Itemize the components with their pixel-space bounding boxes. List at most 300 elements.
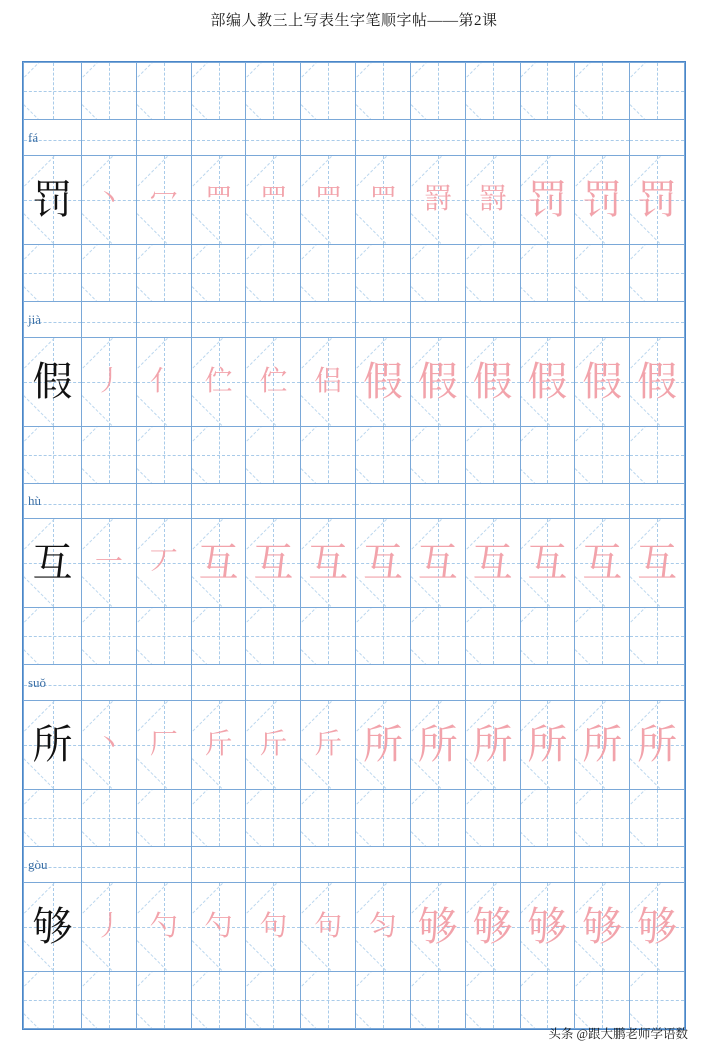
pinyin-baseline <box>575 685 629 686</box>
pinyin-blank-cell[interactable] <box>410 120 465 156</box>
pinyin-blank-cell[interactable] <box>301 665 356 701</box>
cell-diagonal-guides <box>137 245 191 301</box>
spacer-cell[interactable] <box>575 608 630 665</box>
stroke-order-cell[interactable] <box>410 155 465 244</box>
stroke-step-glyph: 伫 <box>259 365 288 397</box>
spacer-cell[interactable] <box>301 63 356 120</box>
pinyin-baseline <box>192 504 246 505</box>
spacer-cell[interactable] <box>136 426 191 483</box>
pinyin-baseline <box>246 867 300 868</box>
cell-guides <box>137 245 191 301</box>
spacer-cell[interactable] <box>630 63 685 120</box>
spacer-cell[interactable] <box>520 790 575 847</box>
stroke-step-glyph: 丶 <box>94 183 123 215</box>
pinyin-blank-cell[interactable] <box>520 483 575 519</box>
spacer-cell[interactable] <box>246 244 301 301</box>
pinyin-blank-cell[interactable] <box>575 301 630 337</box>
trace-character-glyph: 假 <box>582 358 623 404</box>
cell-guides <box>356 790 410 846</box>
cell-diagonal-guides <box>356 427 410 483</box>
spacer-cell[interactable] <box>410 608 465 665</box>
pinyin-blank-cell[interactable] <box>575 847 630 883</box>
trace-character-glyph: 互 <box>527 540 568 586</box>
stroke-step-glyph: 亻 <box>149 365 178 397</box>
spacer-cell[interactable] <box>630 426 685 483</box>
cell-diagonal-guides <box>630 790 684 846</box>
cell-guides <box>575 427 629 483</box>
cell-diagonal-guides <box>301 427 355 483</box>
spacer-cell[interactable] <box>82 971 137 1028</box>
pinyin-label: fá <box>28 129 39 145</box>
stroke-order-cell[interactable] <box>301 701 356 790</box>
character-cell[interactable] <box>24 337 82 426</box>
pinyin-blank-cell[interactable] <box>465 301 520 337</box>
spacer-cell[interactable] <box>575 63 630 120</box>
pinyin-label: suǒ <box>28 675 47 691</box>
pinyin-blank-cell[interactable] <box>356 847 411 883</box>
pinyin-blank-cell[interactable] <box>136 120 191 156</box>
stroke-order-cell[interactable] <box>301 519 356 608</box>
cell-diagonal-guides <box>82 427 136 483</box>
cell-guides <box>630 608 684 664</box>
character-cell[interactable] <box>24 155 82 244</box>
pinyin-baseline <box>466 140 520 141</box>
stroke-order-cell[interactable] <box>520 882 575 971</box>
pinyin-blank-cell[interactable] <box>575 483 630 519</box>
stroke-order-cell[interactable] <box>301 337 356 426</box>
stroke-order-cell[interactable] <box>520 337 575 426</box>
pinyin-cell[interactable] <box>24 483 82 519</box>
pinyin-blank-cell[interactable] <box>246 847 301 883</box>
pinyin-blank-cell[interactable] <box>301 301 356 337</box>
pinyin-baseline <box>246 140 300 141</box>
spacer-cell[interactable] <box>465 63 520 120</box>
pinyin-baseline <box>246 504 300 505</box>
pinyin-blank-cell[interactable] <box>465 120 520 156</box>
pinyin-blank-cell[interactable] <box>191 483 246 519</box>
stroke-order-cell[interactable] <box>82 155 137 244</box>
pinyin-cell[interactable] <box>24 120 82 156</box>
pinyin-row <box>24 665 685 701</box>
cell-diagonal-guides <box>521 245 575 301</box>
spacer-cell[interactable] <box>410 426 465 483</box>
spacer-cell[interactable] <box>575 971 630 1028</box>
spacer-cell[interactable] <box>24 971 82 1028</box>
pinyin-baseline <box>521 867 575 868</box>
cell-guides <box>82 790 136 846</box>
pinyin-blank-cell[interactable] <box>246 301 301 337</box>
pinyin-cell[interactable] <box>24 301 82 337</box>
stroke-order-cell[interactable] <box>246 155 301 244</box>
pinyin-blank-cell[interactable] <box>356 120 411 156</box>
pinyin-baseline <box>521 322 575 323</box>
spacer-cell[interactable] <box>465 244 520 301</box>
stroke-order-cell[interactable] <box>630 155 685 244</box>
spacer-cell[interactable] <box>24 63 82 120</box>
pinyin-baseline <box>630 504 684 505</box>
spacer-cell[interactable] <box>136 244 191 301</box>
spacer-cell[interactable] <box>136 608 191 665</box>
spacer-cell[interactable] <box>356 608 411 665</box>
cell-guides <box>521 245 575 301</box>
stroke-order-cell[interactable] <box>301 882 356 971</box>
cell-guides <box>24 608 81 664</box>
stroke-order-cell[interactable] <box>410 519 465 608</box>
stroke-order-cell[interactable] <box>246 337 301 426</box>
pinyin-blank-cell[interactable] <box>410 301 465 337</box>
cell-guides <box>246 427 300 483</box>
character-glyph: 罚 <box>32 176 73 222</box>
cell-guides <box>466 608 520 664</box>
spacer-cell[interactable] <box>301 790 356 847</box>
stroke-order-cell[interactable] <box>520 155 575 244</box>
stroke-order-cell[interactable] <box>630 701 685 790</box>
pinyin-blank-cell[interactable] <box>82 483 137 519</box>
pinyin-baseline <box>192 140 246 141</box>
stroke-order-cell[interactable] <box>575 882 630 971</box>
pinyin-blank-cell[interactable] <box>246 120 301 156</box>
pinyin-blank-cell[interactable] <box>246 483 301 519</box>
pinyin-baseline <box>137 867 191 868</box>
spacer-cell[interactable] <box>520 244 575 301</box>
spacer-cell[interactable] <box>82 244 137 301</box>
pinyin-blank-cell[interactable] <box>630 120 685 156</box>
spacer-cell[interactable] <box>246 971 301 1028</box>
spacer-cell[interactable] <box>575 426 630 483</box>
pinyin-blank-cell[interactable] <box>301 847 356 883</box>
spacer-cell[interactable] <box>246 426 301 483</box>
cell-diagonal-guides <box>521 972 575 1028</box>
stroke-order-cell[interactable] <box>410 701 465 790</box>
trace-character-glyph: 罚 <box>527 176 568 222</box>
stroke-order-cell[interactable] <box>356 701 411 790</box>
spacer-cell[interactable] <box>356 790 411 847</box>
pinyin-blank-cell[interactable] <box>356 665 411 701</box>
pinyin-label: jià <box>28 311 41 327</box>
stroke-order-cell[interactable] <box>191 882 246 971</box>
stroke-order-cell[interactable] <box>410 337 465 426</box>
cell-guides <box>521 63 575 119</box>
pinyin-blank-cell[interactable] <box>191 301 246 337</box>
spacer-row <box>24 426 685 483</box>
pinyin-blank-cell[interactable] <box>630 665 685 701</box>
cell-diagonal-guides <box>301 245 355 301</box>
spacer-cell[interactable] <box>82 426 137 483</box>
spacer-cell[interactable] <box>191 63 246 120</box>
pinyin-baseline <box>137 322 191 323</box>
cell-diagonal-guides <box>192 608 246 664</box>
pinyin-blank-cell[interactable] <box>630 483 685 519</box>
stroke-step-glyph: 斤 <box>204 729 233 761</box>
spacer-cell[interactable] <box>301 426 356 483</box>
stroke-order-cell[interactable] <box>191 519 246 608</box>
trace-character-glyph: 所 <box>527 722 568 768</box>
stroke-order-cell[interactable] <box>465 155 520 244</box>
stroke-step-glyph: 斤 <box>259 729 288 761</box>
pinyin-blank-cell[interactable] <box>82 301 137 337</box>
cell-diagonal-guides <box>466 427 520 483</box>
spacer-cell[interactable] <box>356 426 411 483</box>
spacer-cell[interactable] <box>575 244 630 301</box>
cell-guides <box>575 972 629 1028</box>
stroke-step-glyph: 罸 <box>478 183 507 215</box>
pinyin-baseline <box>356 867 410 868</box>
pinyin-blank-cell[interactable] <box>465 847 520 883</box>
spacer-cell[interactable] <box>520 63 575 120</box>
pinyin-blank-cell[interactable] <box>82 120 137 156</box>
spacer-cell[interactable] <box>301 971 356 1028</box>
spacer-cell[interactable] <box>136 971 191 1028</box>
pinyin-blank-cell[interactable] <box>356 483 411 519</box>
pinyin-blank-cell[interactable] <box>191 847 246 883</box>
stroke-order-cell[interactable] <box>136 519 191 608</box>
spacer-cell[interactable] <box>410 244 465 301</box>
cell-diagonal-guides <box>575 972 629 1028</box>
stroke-order-cell[interactable] <box>575 701 630 790</box>
cell-diagonal-guides <box>192 790 246 846</box>
pinyin-blank-cell[interactable] <box>520 301 575 337</box>
spacer-cell[interactable] <box>356 244 411 301</box>
trace-character-glyph: 互 <box>417 540 458 586</box>
pinyin-blank-cell[interactable] <box>136 665 191 701</box>
pinyin-blank-cell[interactable] <box>630 847 685 883</box>
spacer-cell[interactable] <box>630 790 685 847</box>
cell-diagonal-guides <box>246 790 300 846</box>
spacer-cell[interactable] <box>575 790 630 847</box>
pinyin-baseline <box>466 322 520 323</box>
cell-diagonal-guides <box>521 790 575 846</box>
spacer-cell[interactable] <box>246 790 301 847</box>
pinyin-blank-cell[interactable] <box>301 120 356 156</box>
pinyin-blank-cell[interactable] <box>630 301 685 337</box>
pinyin-blank-cell[interactable] <box>520 665 575 701</box>
stroke-step-glyph: 句 <box>314 910 343 942</box>
cell-diagonal-guides <box>356 245 410 301</box>
character-glyph: 够 <box>32 903 73 949</box>
cell-guides <box>24 427 81 483</box>
stroke-order-cell[interactable] <box>356 519 411 608</box>
pinyin-blank-cell[interactable] <box>246 665 301 701</box>
stroke-order-cell[interactable] <box>520 519 575 608</box>
spacer-cell[interactable] <box>630 244 685 301</box>
character-cell[interactable] <box>24 701 82 790</box>
stroke-order-cell[interactable] <box>356 337 411 426</box>
cell-diagonal-guides <box>137 972 191 1028</box>
cell-guides <box>301 63 355 119</box>
cell-guides <box>466 63 520 119</box>
pinyin-blank-cell[interactable] <box>410 847 465 883</box>
pinyin-blank-cell[interactable] <box>575 120 630 156</box>
cell-guides <box>246 63 300 119</box>
spacer-cell[interactable] <box>630 608 685 665</box>
cell-guides <box>466 972 520 1028</box>
pinyin-blank-cell[interactable] <box>520 847 575 883</box>
spacer-cell[interactable] <box>301 608 356 665</box>
stroke-order-cell[interactable] <box>246 519 301 608</box>
stroke-order-cell[interactable] <box>136 155 191 244</box>
cell-diagonal-guides <box>521 63 575 119</box>
stroke-order-cell[interactable] <box>575 155 630 244</box>
spacer-row <box>24 63 685 120</box>
pinyin-blank-cell[interactable] <box>136 301 191 337</box>
pinyin-blank-cell[interactable] <box>465 665 520 701</box>
stroke-order-cell[interactable] <box>575 519 630 608</box>
pinyin-blank-cell[interactable] <box>136 847 191 883</box>
stroke-order-cell[interactable] <box>301 155 356 244</box>
stroke-order-cell[interactable] <box>630 337 685 426</box>
cell-guides <box>301 245 355 301</box>
pinyin-baseline <box>301 867 355 868</box>
spacer-cell[interactable] <box>246 63 301 120</box>
cell-guides <box>137 790 191 846</box>
stroke-order-cell[interactable] <box>520 701 575 790</box>
spacer-cell[interactable] <box>191 426 246 483</box>
pinyin-baseline <box>246 685 300 686</box>
spacer-cell[interactable] <box>520 971 575 1028</box>
stroke-order-cell[interactable] <box>191 337 246 426</box>
stroke-order-cell[interactable] <box>465 519 520 608</box>
cell-guides <box>192 245 246 301</box>
stroke-order-cell[interactable] <box>246 701 301 790</box>
trace-character-glyph: 够 <box>417 903 458 949</box>
stroke-step-glyph: 罸 <box>423 183 452 215</box>
stroke-order-cell[interactable] <box>356 155 411 244</box>
pinyin-blank-cell[interactable] <box>575 665 630 701</box>
pinyin-blank-cell[interactable] <box>301 483 356 519</box>
cell-guides <box>575 63 629 119</box>
stroke-step-glyph: 斤 <box>314 729 343 761</box>
pinyin-blank-cell[interactable] <box>356 301 411 337</box>
spacer-cell[interactable] <box>356 63 411 120</box>
pinyin-blank-cell[interactable] <box>136 483 191 519</box>
stroke-order-cell[interactable] <box>465 701 520 790</box>
stroke-order-cell[interactable] <box>246 882 301 971</box>
cell-guides <box>356 427 410 483</box>
spacer-cell[interactable] <box>356 971 411 1028</box>
spacer-cell[interactable] <box>410 790 465 847</box>
spacer-cell[interactable] <box>82 63 137 120</box>
spacer-cell[interactable] <box>191 790 246 847</box>
stroke-order-cell[interactable] <box>410 882 465 971</box>
spacer-cell[interactable] <box>82 790 137 847</box>
spacer-cell[interactable] <box>520 608 575 665</box>
stroke-order-cell[interactable] <box>136 882 191 971</box>
spacer-cell[interactable] <box>24 608 82 665</box>
spacer-cell[interactable] <box>191 971 246 1028</box>
stroke-order-cell[interactable] <box>630 519 685 608</box>
pinyin-baseline <box>82 685 136 686</box>
pinyin-baseline <box>411 322 465 323</box>
spacer-cell[interactable] <box>520 426 575 483</box>
stroke-order-cell[interactable] <box>465 882 520 971</box>
spacer-cell[interactable] <box>410 971 465 1028</box>
cell-guides <box>137 972 191 1028</box>
spacer-cell[interactable] <box>82 608 137 665</box>
cell-diagonal-guides <box>82 245 136 301</box>
pinyin-baseline <box>356 322 410 323</box>
spacer-cell[interactable] <box>24 244 82 301</box>
spacer-row <box>24 971 685 1028</box>
pinyin-cell[interactable] <box>24 847 82 883</box>
spacer-cell[interactable] <box>136 63 191 120</box>
pinyin-blank-cell[interactable] <box>82 847 137 883</box>
spacer-cell[interactable] <box>136 790 191 847</box>
stroke-step-glyph: 勺 <box>149 910 178 942</box>
page-title: 部编人教三上写表生字笔顺字帖——第2课 <box>210 13 498 29</box>
cell-diagonal-guides <box>24 972 81 1028</box>
footer-watermark-label: 头条 @跟大鹏老师学语数 <box>548 1027 688 1041</box>
pinyin-blank-cell[interactable] <box>191 120 246 156</box>
cell-guides <box>521 608 575 664</box>
spacer-row <box>24 608 685 665</box>
spacer-cell[interactable] <box>191 244 246 301</box>
spacer-cell[interactable] <box>24 426 82 483</box>
stroke-order-cell[interactable] <box>136 701 191 790</box>
pinyin-blank-cell[interactable] <box>191 665 246 701</box>
character-row <box>24 519 685 608</box>
stroke-order-cell[interactable] <box>191 155 246 244</box>
cell-guides <box>82 63 136 119</box>
pinyin-blank-cell[interactable] <box>465 483 520 519</box>
spacer-cell[interactable] <box>465 426 520 483</box>
stroke-order-cell[interactable] <box>575 337 630 426</box>
trace-character-glyph: 所 <box>582 722 623 768</box>
spacer-cell[interactable] <box>301 244 356 301</box>
cell-diagonal-guides <box>246 972 300 1028</box>
trace-character-glyph: 罚 <box>582 176 623 222</box>
stroke-order-cell[interactable] <box>82 337 137 426</box>
pinyin-blank-cell[interactable] <box>410 483 465 519</box>
pinyin-baseline <box>301 685 355 686</box>
cell-diagonal-guides <box>24 245 81 301</box>
stroke-order-cell[interactable] <box>630 882 685 971</box>
cell-diagonal-guides <box>411 427 465 483</box>
pinyin-baseline <box>575 322 629 323</box>
spacer-cell[interactable] <box>630 971 685 1028</box>
pinyin-cell[interactable] <box>24 665 82 701</box>
spacer-cell[interactable] <box>191 608 246 665</box>
stroke-order-cell[interactable] <box>82 519 137 608</box>
pinyin-blank-cell[interactable] <box>410 665 465 701</box>
pinyin-blank-cell[interactable] <box>82 665 137 701</box>
cell-guides <box>575 608 629 664</box>
pinyin-baseline <box>246 322 300 323</box>
stroke-order-cell[interactable] <box>82 882 137 971</box>
stroke-order-cell[interactable] <box>82 701 137 790</box>
spacer-cell[interactable] <box>246 608 301 665</box>
stroke-order-cell[interactable] <box>191 701 246 790</box>
pinyin-blank-cell[interactable] <box>520 120 575 156</box>
stroke-step-glyph: 伫 <box>204 365 233 397</box>
stroke-order-cell[interactable] <box>356 882 411 971</box>
spacer-cell[interactable] <box>465 608 520 665</box>
pinyin-label: hù <box>28 493 41 509</box>
spacer-cell[interactable] <box>410 63 465 120</box>
stroke-step-glyph: 厂 <box>149 729 178 761</box>
spacer-cell[interactable] <box>24 790 82 847</box>
character-cell[interactable] <box>24 882 82 971</box>
stroke-order-cell[interactable] <box>136 337 191 426</box>
character-glyph: 所 <box>32 722 73 768</box>
spacer-cell[interactable] <box>465 971 520 1028</box>
stroke-order-cell[interactable] <box>465 337 520 426</box>
cell-guides <box>466 790 520 846</box>
character-row <box>24 155 685 244</box>
character-cell[interactable] <box>24 519 82 608</box>
spacer-cell[interactable] <box>465 790 520 847</box>
cell-diagonal-guides <box>356 790 410 846</box>
trace-character-glyph: 罚 <box>637 176 678 222</box>
